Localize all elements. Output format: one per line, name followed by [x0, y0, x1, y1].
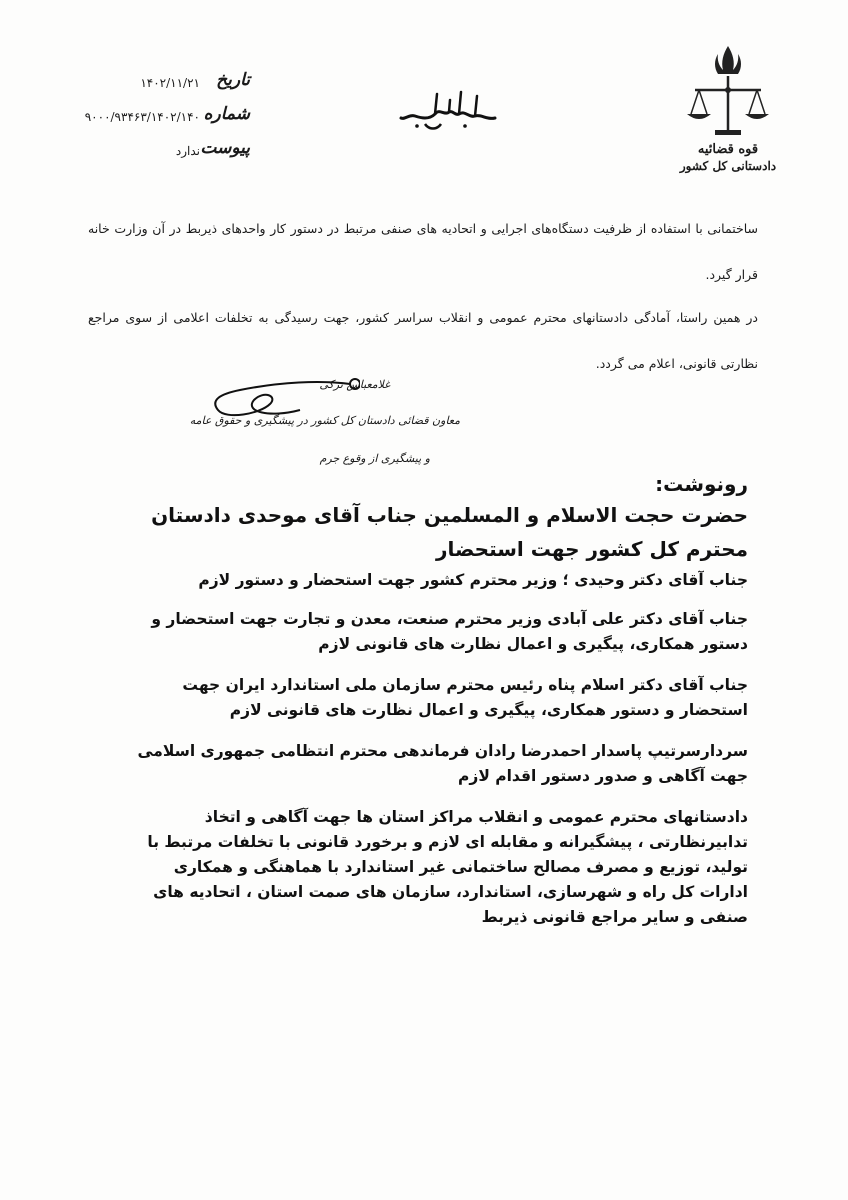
signatory-name: غلامعباس ترکی — [319, 378, 390, 391]
meta-row-attachment — [60, 138, 250, 172]
organization-name: قوه قضائیه — [697, 142, 759, 157]
cc-recipient: سردارسرتیپ پاسدار احمدرضا رادان فرماندهی محترم انتظامی جمهوری اسلامی جهت آگاهی و صدور دستور اقدام لازم — [137, 742, 748, 785]
meta-label: پیوست — [200, 138, 250, 158]
meta-label: تاریخ — [216, 70, 250, 90]
signatory-title: معاون قضائی دادستان کل کشور در پیشگیری و حقوق عامه — [189, 414, 460, 427]
cc-recipient: جناب آقای دکتر علی آبادی وزیر محترم صنعت، معدن و تجارت جهت استحضار و دستور همکاری، پیگیری و اعمال نظارت های قانونی لازم — [151, 610, 748, 653]
body-paragraph: ساختمانی با استفاده از ظرفیت دستگاه‌های اجرایی و اتحادیه های صنفی مرتبط در دستور کار واحدهای ذیربط در آن وزارت خانه قرار گیرد. — [88, 221, 758, 282]
body-paragraph: در همین راستا، آمادگی دادستانهای محترم عمومی و انقلاب سراسر کشور، جهت رسیدگی به تخلفات اعلامی از سوی مراجع نظارتی قانونی، اعلام می گردد. — [88, 310, 758, 371]
bismillah-calligraphy — [395, 80, 505, 140]
cc-recipient-main: حضرت حجت الاسلام و المسلمین جناب آقای موحدی دادستان محترم کل کشور جهت استحضار — [151, 503, 748, 561]
signatory-subtitle: و پیشگیری از وقوع جرم — [319, 452, 430, 465]
meta-row-date — [60, 70, 250, 104]
meta-value: ندارد — [175, 144, 200, 158]
meta-label: شماره — [203, 104, 250, 124]
cc-recipient: جناب آقای دکتر اسلام پناه رئیس محترم سازمان ملی استاندارد ایران جهت استحضار و دستور همکاری، پیگیری و اعمال نظارت های قانونی لازم — [182, 676, 748, 719]
meta-row-number — [60, 104, 250, 138]
meta-value: ۱۴۰۲/۱۱/۲۱ — [140, 76, 200, 90]
cc-recipient: دادستانهای محترم عمومی و انقلاب مراکز استان ها جهت آگاهی و اتخاذ تدابیرنظارتی ، پیشگیرانه و مقابله ای لازم و برخورد قانونی با تخلفات مرتبط با تولید، توزیع و مصرف مصالح ساختمانی غیر استاندارد با هماهنگی و همکاری ادارات کل راه و شهرسازی، استاندارد، سازمان های صمت استان ، اتحادیه های صنفی و سایر مراجع قانونی ذیربط — [147, 808, 748, 926]
carbon-copy-section — [128, 470, 748, 946]
letter-metadata — [60, 70, 250, 172]
bismillah-calligraphy-icon — [395, 80, 505, 140]
cc-recipient: جناب آقای دکتر وحیدی ؛ وزیر محترم کشور جهت استحضار و دستور لازم — [198, 571, 748, 589]
signature-block — [189, 370, 460, 480]
letterhead-emblem-block — [668, 40, 788, 190]
meta-value: ۹۰۰۰/۹۳۴۶۳/۱۴۰۲/۱۴۰ — [84, 110, 200, 124]
department-name: دادستانی کل کشور — [679, 159, 777, 173]
judiciary-emblem-icon — [683, 40, 773, 140]
cc-heading: رونوشت: — [655, 472, 748, 496]
